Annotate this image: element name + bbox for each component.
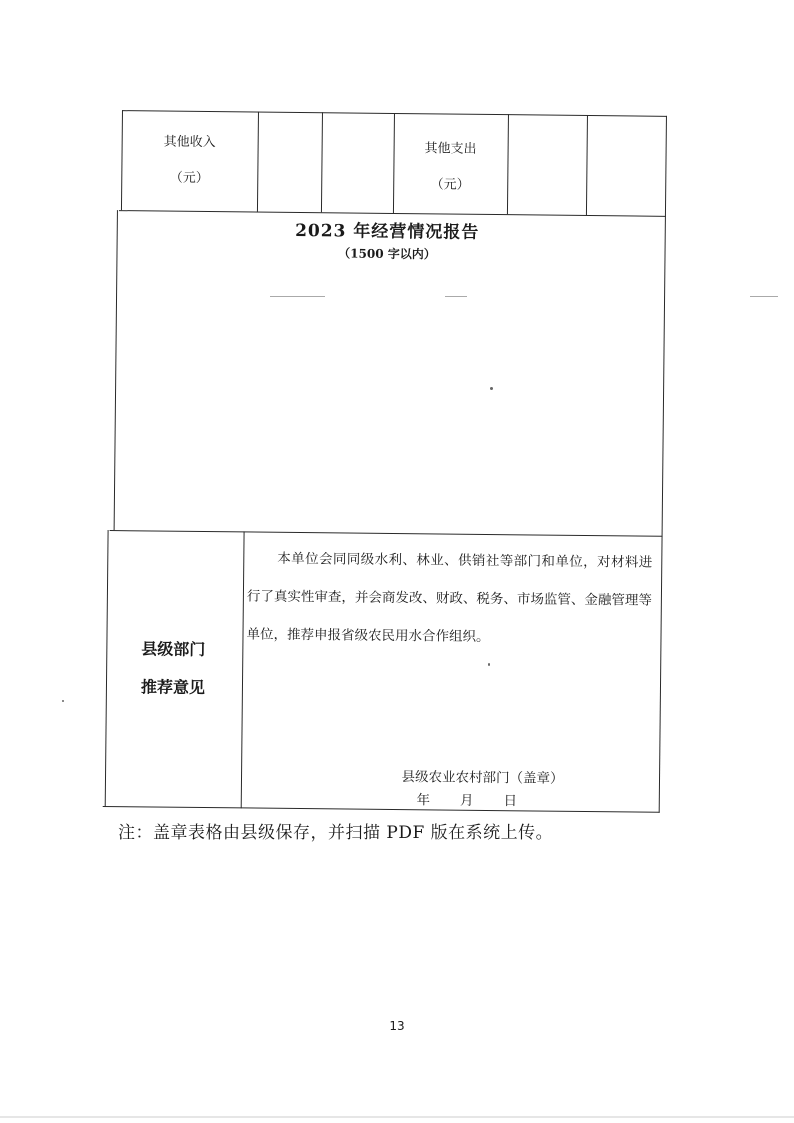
recommendation-label-line1: 县级部门 xyxy=(141,639,206,660)
col-divider-2 xyxy=(321,112,323,212)
other-income-cell xyxy=(121,124,258,197)
page-number: 13 xyxy=(389,1019,405,1033)
other-expense-label: 其他支出 xyxy=(424,141,477,157)
application-form-table xyxy=(103,110,667,813)
stamp-line: 县级农业农村部门（盖章） xyxy=(401,769,564,787)
scan-speck xyxy=(488,663,490,666)
col-divider-5 xyxy=(586,115,588,215)
table-left-border-bottom xyxy=(105,530,109,807)
other-income-unit: （元） xyxy=(169,170,209,187)
scan-mark xyxy=(270,296,325,297)
other-expense-unit: （元） xyxy=(430,177,470,193)
footnote: 注：盖章表格由县级保存，并扫描 PDF 版在系统上传。 xyxy=(118,823,554,843)
recommendation-label-line2: 推荐意见 xyxy=(140,677,206,698)
scan-speck xyxy=(490,387,493,390)
scan-mark xyxy=(445,296,467,297)
scan-speck xyxy=(62,700,64,702)
date-line: 年 月 日 xyxy=(416,792,519,810)
report-subtitle: （1500 字以内） xyxy=(338,246,436,262)
scan-mark xyxy=(750,296,778,297)
recommendation-opinion: 本单位会同同级水利、林业、供销社等部门和单位，对材料进行了真实性审查，并会商发改、财政、税务、市场监管、金融管理等单位，推荐申报省级农民用水合作组织。 xyxy=(246,550,653,646)
scan-edge xyxy=(0,1116,794,1118)
other-income-label: 其他收入 xyxy=(163,134,216,151)
recommendation-label xyxy=(118,630,229,707)
row-divider-report xyxy=(110,530,663,537)
report-title: 2023 年经营情况报告 xyxy=(295,220,480,243)
other-expense-cell xyxy=(393,131,508,204)
